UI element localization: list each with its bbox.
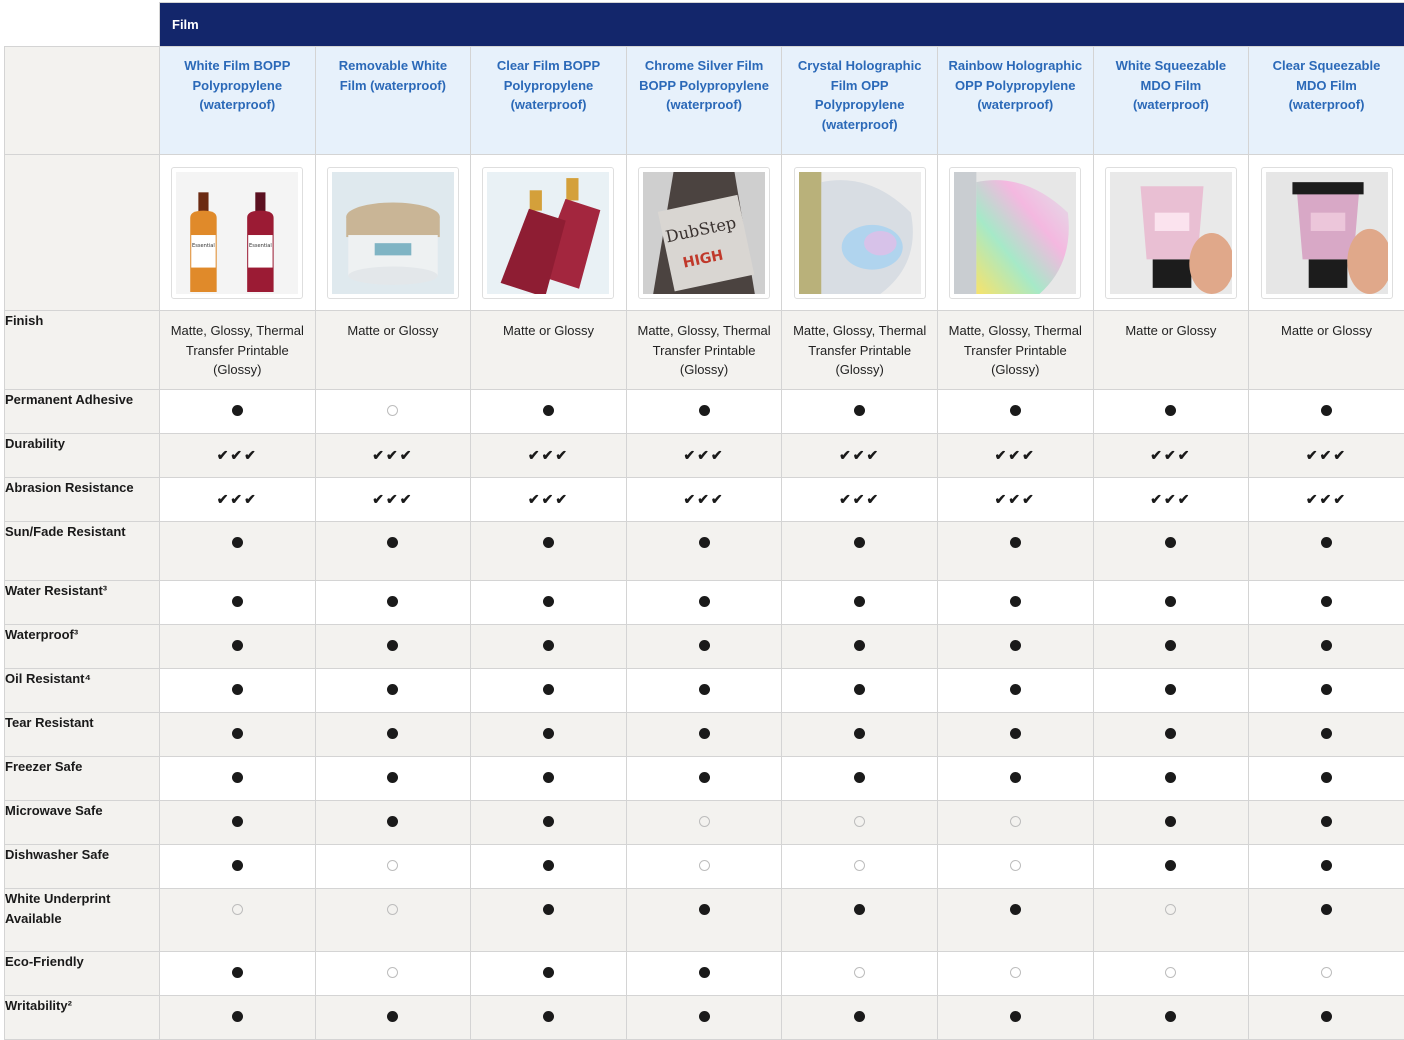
- svg-text:Essential: Essential: [249, 243, 272, 249]
- filled-dot-icon: [1010, 1011, 1021, 1022]
- empty-circle-icon: [387, 860, 398, 871]
- cell-value: [937, 390, 1093, 434]
- filled-dot-icon: [1010, 405, 1021, 416]
- filled-dot-icon: [1165, 728, 1176, 739]
- filled-dot-icon: [387, 596, 398, 607]
- product-name-chrome-silver-film-bopp-polypropylene-waterproof[interactable]: Chrome Silver Film BOPP Polypropylene (waterproof): [626, 47, 782, 155]
- product-image-cell: [471, 155, 627, 311]
- svg-text:Essential: Essential: [192, 243, 215, 249]
- filled-dot-icon: [1165, 640, 1176, 651]
- row-label: Waterproof³: [5, 625, 160, 669]
- cell-value: [315, 713, 471, 757]
- cell-value: [937, 889, 1093, 952]
- product-image-cell: [1093, 155, 1249, 311]
- beer-bottle-image[interactable]: [638, 167, 770, 299]
- shampoo-bottles-image[interactable]: [482, 167, 614, 299]
- row-label: Microwave Safe: [5, 801, 160, 845]
- row-label: Finish: [5, 311, 160, 390]
- cell-value: Matte, Glossy, Thermal Transfer Printable (Glossy): [782, 311, 938, 390]
- filled-dot-icon: [232, 405, 243, 416]
- corner-cell: [5, 3, 160, 47]
- product-name-crystal-holographic-film-opp-polypropylene-waterproof[interactable]: Crystal Holographic Film OPP Polypropylene (waterproof): [782, 47, 938, 155]
- filled-dot-icon: [387, 772, 398, 783]
- cell-value: [1093, 801, 1249, 845]
- cell-value: [626, 845, 782, 889]
- product-image-cell: [1249, 155, 1404, 311]
- product-name-white-squeezable-mdo-film-waterproof[interactable]: White Squeezable MDO Film (waterproof): [1093, 47, 1249, 155]
- filled-dot-icon: [543, 860, 554, 871]
- cell-value: [937, 996, 1093, 1040]
- cell-value: [626, 713, 782, 757]
- cell-value: [937, 522, 1093, 581]
- cell-value: [782, 581, 938, 625]
- product-name-clear-film-bopp-polypropylene-waterproof[interactable]: Clear Film BOPP Polypropylene (waterproof): [471, 47, 627, 155]
- cell-value: [937, 581, 1093, 625]
- product-name-removable-white-film-waterproof[interactable]: Removable White Film (waterproof): [315, 47, 471, 155]
- filled-dot-icon: [1165, 537, 1176, 548]
- row-microwave-safe: [5, 801, 1404, 845]
- cell-value: [1249, 522, 1404, 581]
- filled-dot-icon: [1321, 860, 1332, 871]
- cell-value: [160, 434, 316, 478]
- cell-value: [1249, 478, 1404, 522]
- cell-value: [1249, 845, 1404, 889]
- row-label: Abrasion Resistance: [5, 478, 160, 522]
- row-sun-fade-resistant: [5, 522, 1404, 581]
- cell-value: [315, 952, 471, 996]
- filled-dot-icon: [232, 772, 243, 783]
- checkmarks-icon: ✔✔✔: [995, 491, 1036, 507]
- cell-value: Matte or Glossy: [1093, 311, 1249, 390]
- row-label: Freezer Safe: [5, 757, 160, 801]
- cell-value: [1249, 625, 1404, 669]
- filled-dot-icon: [543, 728, 554, 739]
- empty-circle-icon: [854, 967, 865, 978]
- crystal-holographic-label-image[interactable]: [794, 167, 926, 299]
- filled-dot-icon: [1321, 684, 1332, 695]
- filled-dot-icon: [1321, 728, 1332, 739]
- cell-value: [160, 669, 316, 713]
- cell-value: [1249, 889, 1404, 952]
- cell-value: [160, 581, 316, 625]
- filled-dot-icon: [699, 967, 710, 978]
- empty-circle-icon: [387, 405, 398, 416]
- cell-value: [626, 889, 782, 952]
- row-water-resistant: [5, 581, 1404, 625]
- filled-dot-icon: [699, 537, 710, 548]
- cell-value: [782, 889, 938, 952]
- filled-dot-icon: [1321, 537, 1332, 548]
- cell-value: [471, 581, 627, 625]
- row-white-underprint-available: [5, 889, 1404, 952]
- cell-value: [937, 801, 1093, 845]
- cell-value: [1093, 845, 1249, 889]
- row-label: White Underprint Available: [5, 889, 160, 952]
- cell-value: [626, 434, 782, 478]
- cell-value: [160, 713, 316, 757]
- cell-value: [1093, 669, 1249, 713]
- cell-value: [937, 669, 1093, 713]
- product-image-cell: [937, 155, 1093, 311]
- filled-dot-icon: [854, 1011, 865, 1022]
- filled-dot-icon: [1010, 596, 1021, 607]
- filled-dot-icon: [1010, 684, 1021, 695]
- cell-value: [782, 845, 938, 889]
- filled-dot-icon: [1165, 860, 1176, 871]
- cell-value: [1093, 625, 1249, 669]
- empty-circle-icon: [854, 816, 865, 827]
- squeeze-tube-clear-image[interactable]: [1261, 167, 1393, 299]
- cell-value: [782, 996, 938, 1040]
- filled-dot-icon: [699, 728, 710, 739]
- filled-dot-icon: [1010, 728, 1021, 739]
- cell-value: [1249, 434, 1404, 478]
- product-image-cell: [626, 155, 782, 311]
- cell-value: [1249, 952, 1404, 996]
- row-writability: [5, 996, 1404, 1040]
- cell-value: [160, 889, 316, 952]
- cell-value: [1249, 669, 1404, 713]
- filled-dot-icon: [854, 684, 865, 695]
- cell-value: [471, 478, 627, 522]
- cell-value: [1093, 478, 1249, 522]
- cell-value: [315, 390, 471, 434]
- cell-value: [315, 996, 471, 1040]
- cell-value: [937, 713, 1093, 757]
- cell-value: [1093, 757, 1249, 801]
- empty-circle-icon: [1165, 967, 1176, 978]
- cell-value: [1093, 434, 1249, 478]
- row-label: Permanent Adhesive: [5, 390, 160, 434]
- filled-dot-icon: [1010, 640, 1021, 651]
- cell-value: [1093, 952, 1249, 996]
- cell-value: [782, 757, 938, 801]
- checkmarks-icon: ✔✔✔: [1306, 447, 1347, 463]
- filled-dot-icon: [699, 596, 710, 607]
- cell-value: [626, 581, 782, 625]
- filled-dot-icon: [1321, 596, 1332, 607]
- checkmarks-icon: ✔✔✔: [1306, 491, 1347, 507]
- row-label: Sun/Fade Resistant: [5, 522, 160, 581]
- empty-circle-icon: [387, 967, 398, 978]
- product-name-clear-squeezable-mdo-film-waterproof[interactable]: Clear Squeezable MDO Film (waterproof): [1249, 47, 1404, 155]
- cell-value: [471, 713, 627, 757]
- cell-value: [1093, 581, 1249, 625]
- cell-value: Matte or Glossy: [315, 311, 471, 390]
- checkmarks-icon: ✔✔✔: [1150, 447, 1191, 463]
- row-label: Tear Resistant: [5, 713, 160, 757]
- cell-value: [315, 845, 471, 889]
- filled-dot-icon: [543, 596, 554, 607]
- cell-value: [315, 522, 471, 581]
- row-label: Water Resistant³: [5, 581, 160, 625]
- group-header-row: [5, 3, 1404, 47]
- cell-value: [471, 434, 627, 478]
- empty-circle-icon: [854, 860, 865, 871]
- filled-dot-icon: [1321, 904, 1332, 915]
- cell-value: Matte, Glossy, Thermal Transfer Printable (Glossy): [160, 311, 316, 390]
- filled-dot-icon: [232, 728, 243, 739]
- row-oil-resistant: [5, 669, 1404, 713]
- cell-value: [626, 625, 782, 669]
- product-image-row: [5, 155, 1404, 311]
- product-name-rainbow-holographic-opp-polypropylene-waterproof[interactable]: Rainbow Holographic OPP Polypropylene (waterproof): [937, 47, 1093, 155]
- svg-text:HIGH: HIGH: [682, 247, 725, 271]
- cell-value: [626, 996, 782, 1040]
- filled-dot-icon: [232, 1011, 243, 1022]
- cell-value: [160, 952, 316, 996]
- cell-value: Matte, Glossy, Thermal Transfer Printable (Glossy): [937, 311, 1093, 390]
- filled-dot-icon: [543, 816, 554, 827]
- cell-value: [471, 845, 627, 889]
- cell-value: [471, 757, 627, 801]
- cell-value: [937, 478, 1093, 522]
- row-eco-friendly: [5, 952, 1404, 996]
- filled-dot-icon: [232, 537, 243, 548]
- cell-value: [315, 801, 471, 845]
- filled-dot-icon: [854, 405, 865, 416]
- cell-value: [471, 522, 627, 581]
- two-juice-bottles-image[interactable]: [171, 167, 303, 299]
- cell-value: [782, 713, 938, 757]
- rainbow-holographic-label-image[interactable]: [949, 167, 1081, 299]
- empty-circle-icon: [1010, 816, 1021, 827]
- product-image-cell: [315, 155, 471, 311]
- checkmarks-icon: ✔✔✔: [528, 447, 569, 463]
- checkmarks-icon: ✔✔✔: [372, 491, 413, 507]
- filled-dot-icon: [699, 772, 710, 783]
- svg-text:DubStep: DubStep: [664, 212, 738, 245]
- checkmarks-icon: ✔✔✔: [839, 491, 880, 507]
- filled-dot-icon: [699, 405, 710, 416]
- cell-value: [160, 996, 316, 1040]
- filled-dot-icon: [387, 728, 398, 739]
- cell-value: [626, 390, 782, 434]
- filled-dot-icon: [854, 728, 865, 739]
- cell-value: [315, 478, 471, 522]
- cell-value: [782, 625, 938, 669]
- cell-value: [626, 801, 782, 845]
- filled-dot-icon: [1165, 816, 1176, 827]
- cell-value: [160, 757, 316, 801]
- filled-dot-icon: [1321, 640, 1332, 651]
- filled-dot-icon: [699, 684, 710, 695]
- filled-dot-icon: [387, 816, 398, 827]
- cell-value: [160, 478, 316, 522]
- cell-value: [315, 581, 471, 625]
- filled-dot-icon: [1010, 537, 1021, 548]
- row-waterproof: [5, 625, 1404, 669]
- cell-value: [1249, 390, 1404, 434]
- product-image-cell: [782, 155, 938, 311]
- cell-value: [160, 845, 316, 889]
- row-label: Eco-Friendly: [5, 952, 160, 996]
- row-abrasion-resistance: [5, 478, 1404, 522]
- checkmarks-icon: ✔✔✔: [372, 447, 413, 463]
- row-label: Durability: [5, 434, 160, 478]
- cell-value: [937, 625, 1093, 669]
- row-dishwasher-safe: [5, 845, 1404, 889]
- cell-value: [315, 625, 471, 669]
- image-row-label-cell: [5, 155, 160, 311]
- cell-value: [471, 390, 627, 434]
- cell-value: [315, 889, 471, 952]
- filled-dot-icon: [543, 537, 554, 548]
- cell-value: Matte, Glossy, Thermal Transfer Printable (Glossy): [626, 311, 782, 390]
- row-label: Dishwasher Safe: [5, 845, 160, 889]
- empty-circle-icon: [1010, 967, 1021, 978]
- filled-dot-icon: [1321, 816, 1332, 827]
- empty-circle-icon: [232, 904, 243, 915]
- cell-value: [1093, 996, 1249, 1040]
- cell-value: [937, 757, 1093, 801]
- checkmarks-icon: ✔✔✔: [528, 491, 569, 507]
- empty-circle-icon: [1165, 904, 1176, 915]
- filled-dot-icon: [854, 904, 865, 915]
- row-label: Writability²: [5, 996, 160, 1040]
- cell-value: [626, 757, 782, 801]
- filled-dot-icon: [543, 772, 554, 783]
- cell-value: [1093, 390, 1249, 434]
- filled-dot-icon: [1165, 1011, 1176, 1022]
- filled-dot-icon: [387, 640, 398, 651]
- filled-dot-icon: [543, 967, 554, 978]
- filled-dot-icon: [232, 596, 243, 607]
- cell-value: [1249, 713, 1404, 757]
- cell-value: [626, 952, 782, 996]
- cell-value: [160, 522, 316, 581]
- cell-value: [782, 390, 938, 434]
- cell-value: [782, 669, 938, 713]
- filled-dot-icon: [543, 640, 554, 651]
- film-comparison-table: [4, 2, 1404, 1040]
- cell-value: [1249, 801, 1404, 845]
- cell-value: [315, 757, 471, 801]
- cell-value: [937, 952, 1093, 996]
- cell-value: [626, 522, 782, 581]
- row-tear-resistant: [5, 713, 1404, 757]
- cell-value: [1249, 581, 1404, 625]
- checkmarks-icon: ✔✔✔: [683, 447, 724, 463]
- cell-value: [782, 434, 938, 478]
- checkmarks-icon: ✔✔✔: [995, 447, 1036, 463]
- filled-dot-icon: [1010, 904, 1021, 915]
- cell-value: [1093, 889, 1249, 952]
- checkmarks-icon: ✔✔✔: [1150, 491, 1191, 507]
- cell-value: [626, 478, 782, 522]
- cell-value: [471, 996, 627, 1040]
- cell-value: [471, 952, 627, 996]
- empty-circle-icon: [699, 860, 710, 871]
- cell-value: [782, 522, 938, 581]
- cell-value: [160, 801, 316, 845]
- filled-dot-icon: [543, 1011, 554, 1022]
- cell-value: [1093, 713, 1249, 757]
- filled-dot-icon: [854, 537, 865, 548]
- filled-dot-icon: [387, 537, 398, 548]
- row-finish: [5, 311, 1404, 390]
- filled-dot-icon: [699, 640, 710, 651]
- filled-dot-icon: [1010, 772, 1021, 783]
- row-label: Oil Resistant⁴: [5, 669, 160, 713]
- cell-value: Matte or Glossy: [1249, 311, 1404, 390]
- cell-value: [782, 952, 938, 996]
- cream-jar-image[interactable]: [327, 167, 459, 299]
- empty-circle-icon: [1321, 967, 1332, 978]
- name-row-label-cell: [5, 47, 160, 155]
- filled-dot-icon: [387, 684, 398, 695]
- cell-value: [471, 889, 627, 952]
- filled-dot-icon: [232, 816, 243, 827]
- filled-dot-icon: [387, 1011, 398, 1022]
- cell-value: [471, 669, 627, 713]
- checkmarks-icon: ✔✔✔: [683, 491, 724, 507]
- product-name-white-film-bopp-polypropylene-waterproof[interactable]: White Film BOPP Polypropylene (waterproof): [160, 47, 316, 155]
- filled-dot-icon: [543, 684, 554, 695]
- empty-circle-icon: [1010, 860, 1021, 871]
- filled-dot-icon: [854, 596, 865, 607]
- cell-value: [315, 669, 471, 713]
- filled-dot-icon: [699, 904, 710, 915]
- filled-dot-icon: [1321, 1011, 1332, 1022]
- cell-value: [1093, 522, 1249, 581]
- filled-dot-icon: [543, 405, 554, 416]
- group-title: Film: [160, 3, 1404, 47]
- cell-value: Matte or Glossy: [471, 311, 627, 390]
- filled-dot-icon: [543, 904, 554, 915]
- filled-dot-icon: [1165, 772, 1176, 783]
- cell-value: [626, 669, 782, 713]
- filled-dot-icon: [1165, 405, 1176, 416]
- filled-dot-icon: [699, 1011, 710, 1022]
- filled-dot-icon: [232, 967, 243, 978]
- cell-value: [1249, 757, 1404, 801]
- filled-dot-icon: [232, 684, 243, 695]
- cell-value: [937, 434, 1093, 478]
- cell-value: [471, 625, 627, 669]
- row-permanent-adhesive: [5, 390, 1404, 434]
- filled-dot-icon: [1321, 772, 1332, 783]
- cell-value: [471, 801, 627, 845]
- filled-dot-icon: [854, 640, 865, 651]
- filled-dot-icon: [1165, 684, 1176, 695]
- checkmarks-icon: ✔✔✔: [217, 491, 258, 507]
- row-durability: [5, 434, 1404, 478]
- cell-value: [160, 625, 316, 669]
- filled-dot-icon: [232, 860, 243, 871]
- checkmarks-icon: ✔✔✔: [839, 447, 880, 463]
- empty-circle-icon: [387, 904, 398, 915]
- filled-dot-icon: [854, 772, 865, 783]
- checkmarks-icon: ✔✔✔: [217, 447, 258, 463]
- cell-value: [160, 390, 316, 434]
- cell-value: [937, 845, 1093, 889]
- filled-dot-icon: [232, 640, 243, 651]
- filled-dot-icon: [1165, 596, 1176, 607]
- row-freezer-safe: [5, 757, 1404, 801]
- cell-value: [782, 801, 938, 845]
- product-image-cell: [160, 155, 316, 311]
- cell-value: [782, 478, 938, 522]
- empty-circle-icon: [699, 816, 710, 827]
- product-name-row: [5, 47, 1404, 155]
- filled-dot-icon: [1321, 405, 1332, 416]
- squeeze-tube-white-image[interactable]: [1105, 167, 1237, 299]
- cell-value: [315, 434, 471, 478]
- cell-value: [1249, 996, 1404, 1040]
